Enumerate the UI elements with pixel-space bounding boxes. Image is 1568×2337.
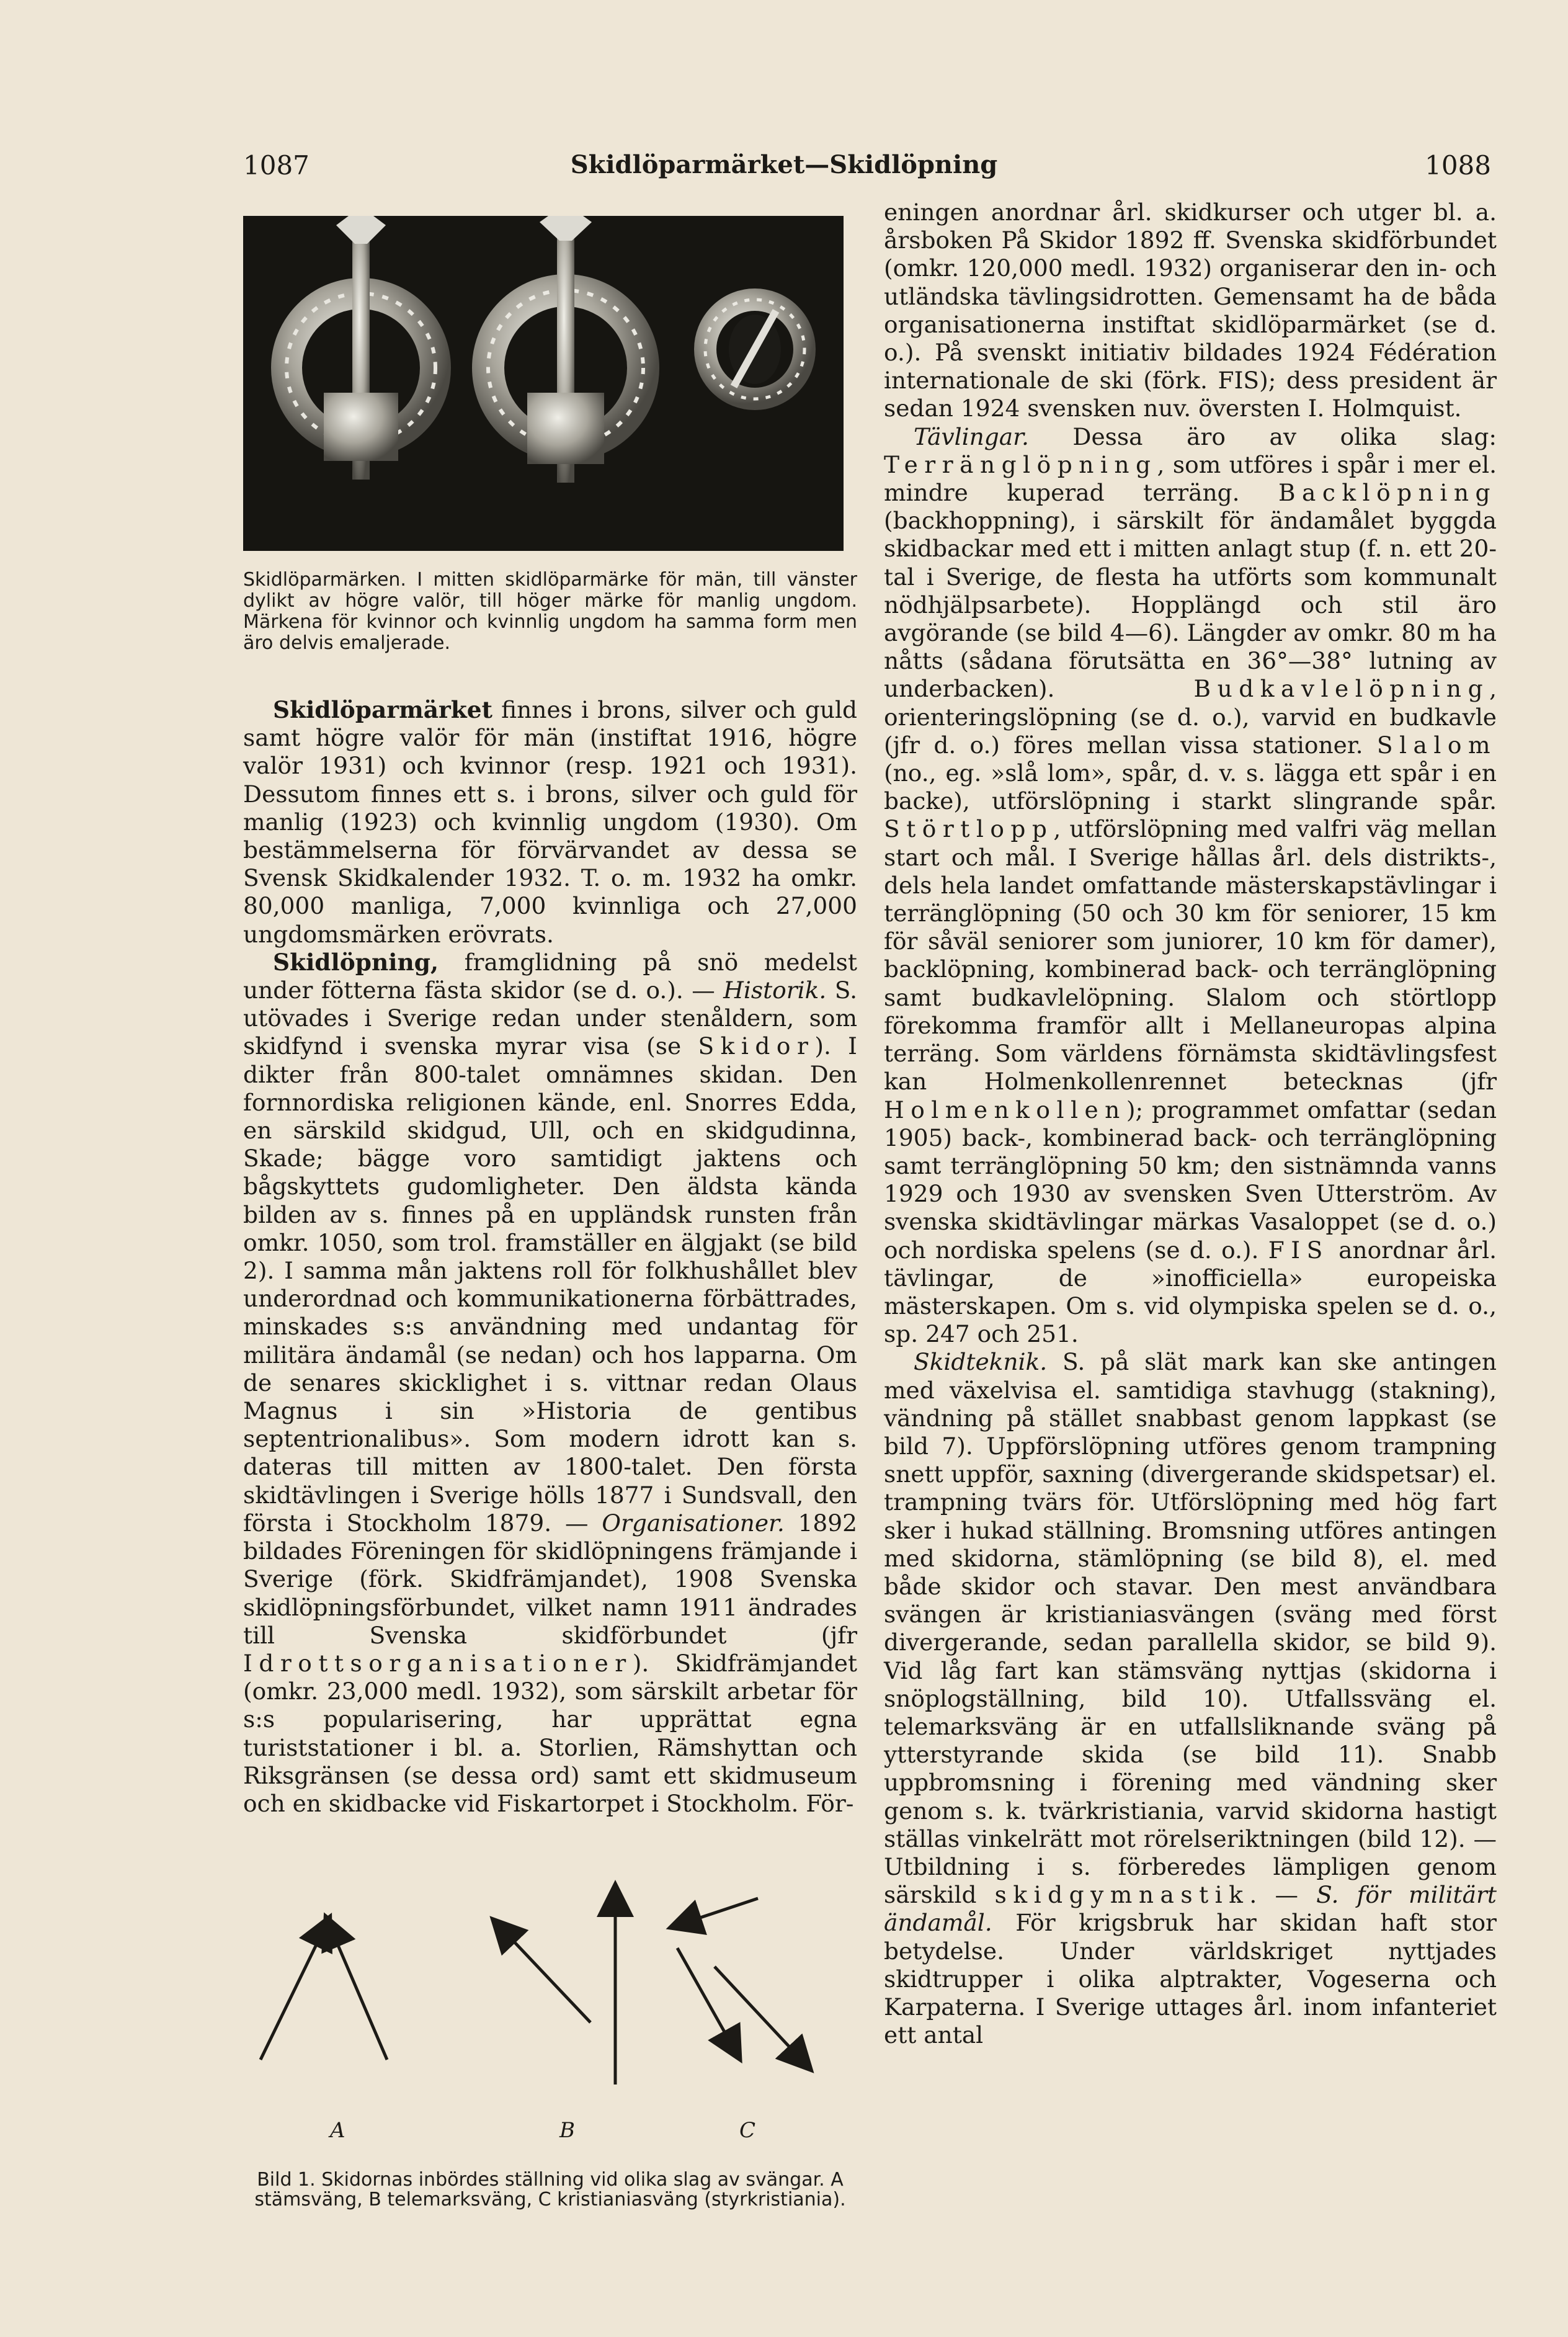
- article-continued: eningen anordnar årl. skidkurser och utger bl. a. årsboken På Skidor 1892 ff. Svenska skidförbundet (omkr. 120,000 medl. 1932) organiserar den in- och utländska tävlingsidrotten. Gemensamt ha de båda organisationerna instiftat skidlöparmärket (se d. o.). På svenskt initiativ bildades 1924 Fédération internationale de ski (förk. FIS); dess president är sedan 1924 svensken nuv. översten I. Holmquist.: [884, 199, 1497, 422]
- subheading-tavlingar: Tävlingar.: [914, 422, 1029, 450]
- ski-badges-photo: [243, 216, 844, 551]
- turn-a-skis: [261, 1929, 387, 2060]
- left-column: [243, 203, 857, 2210]
- article-skidloparmarket: Skidlöparmärket finnes i brons, silver och guld samt högre valör för män (instiftat 1916, högre valör 1931) och kvinnor (resp. 1921 och 1931). Dessutom finnes ett s. i brons, silver och guld för manlig (1923) och kvinnlig ungdom (1930). Om bestämmelserna för förvärvandet av dessa se Svensk Skidkalender 1932. T. o. m. 1932 ha omkr. 80,000 manliga, 7,000 kvinnliga och 27,000 ungdomsmärken erövrats.: [243, 696, 857, 948]
- left-page-number: 1087: [243, 150, 310, 181]
- figure-label-b: B: [559, 2118, 575, 2143]
- right-column: [884, 199, 1497, 2049]
- page-header: [0, 150, 1568, 187]
- running-title: Skidlöparmärket—Skidlöpning: [570, 150, 998, 179]
- figure-label-a: A: [330, 2118, 345, 2143]
- figure-ski-turns: [243, 1874, 857, 2165]
- figure-label-c: C: [739, 2118, 756, 2143]
- section-tavlingar: Tävlingar. Dessa äro av olika slag: Terränglöpning, som utföres i spår i mer el. mindre kuperad terräng. Backlöpning (backhoppning), i särskilt för ändamålet byggda skidbackar med ett i mitten anlagt stup (f. n. ett 20-tal i Sverige, de flesta ha utförts som kommunalt nödhjälpsarbete). Hopplängd och stil äro avgörande (se bild 4—6). Längder av omkr. 80 m ha nåtts (sådana förutsätta en 36°—38° lutning av underbacken). Budkavlelöpning, orienteringslöpning (se d. o.), varvid en budkavle (jfr d. o.) föres mellan vissa stationer. Slalom (no., eg. »slå lom», spår, d. v. s. lägga ett spår i en backe), utförslöpning i starkt slingrande spår. Störtlopp, utförslöpning med valfri väg mellan start och mål. I Sverige hållas årl. dels distrikts-, dels hela landet omfattande mästerskapstävlingar i terränglöpning (50 och 30 km för seniorer, 15 km för såväl seniorer som juniorer, 10 km för damer), backlöpning, kombinerad back- och terränglöpning samt budkavlelöpning. Slalom och störtlopp förekomma framför allt i Mellaneuropas alpina terräng. Som världens förnämsta skidtävlingsfest kan Holmenkollenrennet betecknas (jfr Holmenkollen); programmet omfattar (sedan 1905) back-, kombinerad back- och terränglöpning samt terränglöpning 50 km; den sistnämnda vanns 1929 och 1930 av svensken Sven Utterström. Av svenska skidtävlingar märkas Vasaloppet (se d. o.) och nordiska spelens (se d. o.). FIS anordnar årl. tävlingar, de »inofficiella» europeiska mästerskapen. Om s. vid olympiska spelen se d. o., sp. 247 och 251.: [884, 422, 1497, 1348]
- section-skidteknik: Skidteknik. S. på slät mark kan ske antingen med växelvisa el. samtidiga stavhugg (stakning), vändning på stället snabbast genom lappkast (se bild 7). Uppförslöpning utföres genom trampning snett uppför, saxning (divergerande skidspetsar) el. trampning tvärs för. Utförslöpning med hög fart sker i hukad ställning. Bromsning utföres antingen med skidorna, stämlöpning (se bild 8), el. med både skidor och stavar. Den mest användbara svängen är kristianiasvängen (sväng med först divergerande, sedan parallella skidor, se bild 9). Vid låg fart kan stämsväng nyttjas (skidorna i snöplogställning, bild 10). Utfallssväng el. telemarksväng är en utfallsliknande sväng på ytterstyrande skida (se bild 11). Snabb uppbromsning i förening med vändning sker genom s. k. tvärkristiania, varvid skidorna hastigt ställas vinkelrätt mot rörelseriktningen (bild 12). — Utbildning i s. förberedes lämpligen genom särskild skidgymnastik. — S. för militärt ändamål. För krigsbruk har skidan haft stor betydelse. Under världskriget nyttjades skidtrupper i olika alptrakter, Vogeserna och Karpaterna. I Sverige uttages årl. inom infanteriet ett antal: [884, 1348, 1497, 2049]
- badge-illustration: [243, 216, 844, 551]
- section-organisationer: Organisationer.: [602, 1509, 785, 1537]
- right-page-number: 1088: [1425, 150, 1491, 181]
- photo-caption: Skidlöparmärken. I mitten skidlöparmärke för män, till vänster dylikt av högre valör, till höger märke för manlig ungdom. Märkena för kvinnor och kvinnlig ungdom ha samma form men äro delvis emaljerade.: [243, 569, 857, 654]
- subheading-militart: S. för militärt ändamål.: [884, 1881, 1497, 1937]
- headword-skidlopning: Skidlöpning,: [273, 948, 439, 976]
- turn-c-skis: [677, 1898, 801, 2060]
- section-historik: Historik.: [723, 976, 827, 1004]
- subheading-skidteknik: Skidteknik.: [914, 1348, 1048, 1376]
- figure-caption: Bild 1. Skidornas inbördes ställning vid olika slag av svängar. A stämsväng, B telemarksväng, C kristianiasväng (styrkristiania).: [254, 2169, 846, 2211]
- headword-skidloparmarket: Skidlöparmärket: [273, 696, 492, 723]
- ski-turn-diagram: [243, 1874, 857, 2109]
- turn-b-skis: [502, 1898, 615, 2085]
- article-skidlopning: Skidlöpning, framglidning på snö medelst under fötterna fästa skidor (se d. o.). — Historik. S. utövades i Sverige redan under stenåldern, som skidfynd i svenska myrar visa (se Skidor). I dikter från 800-talet omnämnes skidan. Den fornnordiska religionen kände, enl. Snorres Edda, en särskild skidgud, Ull, och en skidgudinna, Skade; bägge voro samtidigt jaktens och bågskyttets gudomligheter. Den äldsta kända bilden av s. finnes på en uppländsk runsten från omkr. 1050, som trol. framställer en älgjakt (se bild 2). I samma mån jaktens roll för folkhushållet blev underordnad och kommunikationerna förbättrades, minskades s:s användning med undantag för militära ändamål (se nedan) och hos lapparna. Om de senares skicklighet i s. vittnar redan Olaus Magnus i sin »Historia de gentibus septentrionalibus». Som modern idrott kan s. dateras till mitten av 1800-talet. Den första skidtävlingen i Sverige hölls 1877 i Sundsvall, den första i Stockholm 1879. — Organisationer. 1892 bildades Föreningen för skidlöpningens främjande i Sverige (förk. Skidfrämjandet), 1908 Svenska skidlöpningsförbundet, vilket namn 1911 ändrades till Svenska skidförbundet (jfr Idrottsorganisationer). Skidfrämjandet (omkr. 23,000 medl. 1932), som särskilt arbetar för s:s popularisering, har upprättat egna turiststationer i bl. a. Storlien, Rämshyttan och Riksgränsen (se dessa ord) samt ett skidmuseum och en skidbacke vid Fiskartorpet i Stockholm. För-: [243, 948, 857, 1817]
